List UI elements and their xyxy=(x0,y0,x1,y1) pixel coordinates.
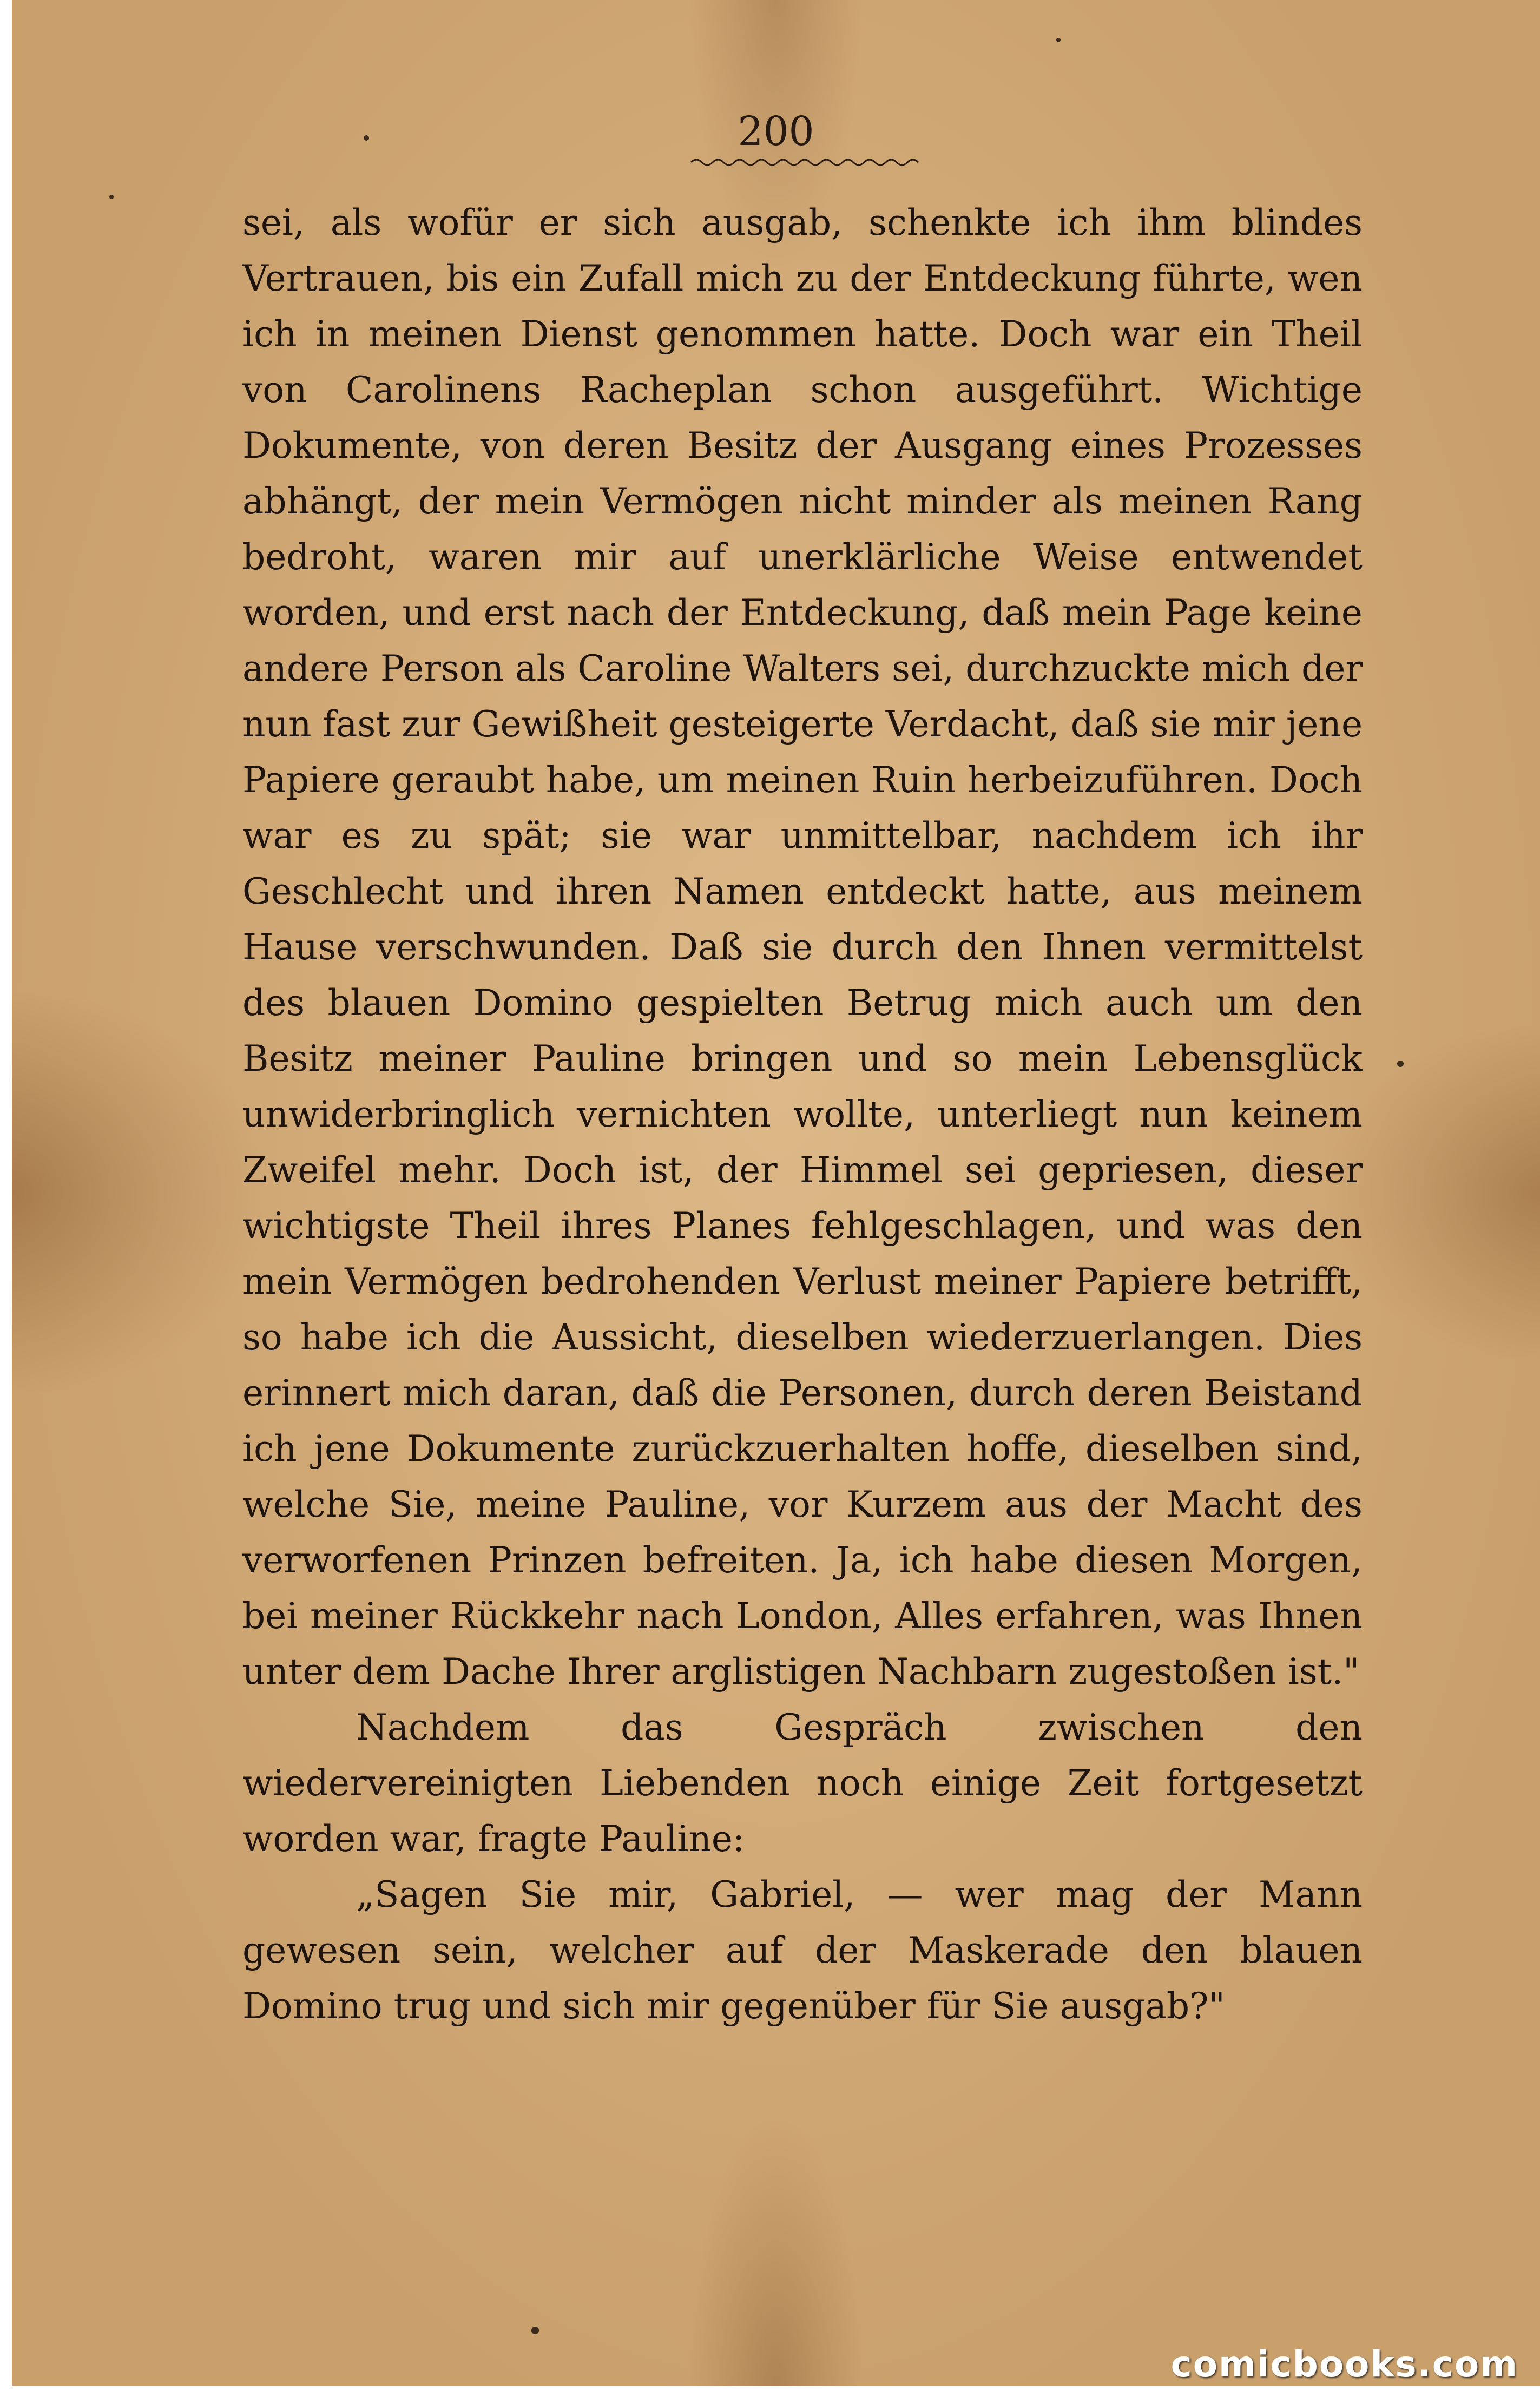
page-number: 200 xyxy=(738,108,814,155)
watermark: comicbooks.com xyxy=(1170,2343,1518,2385)
header-ornament xyxy=(688,156,921,169)
body-text xyxy=(242,195,1363,2034)
paper-speck xyxy=(1397,1061,1404,1067)
paper-speck xyxy=(531,2327,539,2334)
paragraph: sei, als wofür er sich ausgab, schenkte ich ihm blindes Vertrauen, bis ein Zufall mich zu der Entdeckung führte, wen ich in meinen Dienst genommen hatte. Doch war ein Theil von Carolinens Racheplan schon ausgeführt. Wichtige Dokumente, von deren Besitz der Ausgang eines Prozesses abhängt, der mein Vermögen nicht minder als meinen Rang bedroht, waren mir auf unerklärliche Weise entwendet worden, und erst nach der Entdeckung, daß mein Page keine andere Person als Caroline Walters sei, durchzuckte mich der nun fast zur Gewißheit gesteigerte Verdacht, daß sie mir jene Papiere geraubt habe, um meinen Ruin herbeizuführen. Doch war es zu spät; sie war unmittelbar, nachdem ich ihr Geschlecht und ihren Namen entdeckt hatte, aus meinem Hause verschwunden. Daß sie durch den Ihnen vermittelst des blauen Domino gespielten Betrug mich auch um den Besitz meiner Pauline bringen und so mein Lebensglück unwiderbringlich vernichten wollte, unterliegt nun keinem Zweifel mehr. Doch ist, der Himmel sei gepriesen, dieser wichtigste Theil ihres Planes fehlgeschlagen, und was den mein Vermögen bedrohenden Verlust meiner Papiere betrifft, so habe ich die Aussicht, dieselben wiederzuerlangen. Dies erinnert mich daran, daß die Personen, durch deren Beistand ich jene Dokumente zurückzuerhalten hoffe, dieselben sind, welche Sie, meine Pauline, vor Kurzem aus der Macht des verworfenen Prinzen befreiten. Ja, ich habe diesen Morgen, bei meiner Rückkehr nach London, Alles erfahren, was Ihnen unter dem Dache Ihrer arglistigen Nachbarn zugestoßen ist." xyxy=(242,202,1363,1693)
paragraph: „Sagen Sie mir, Gabriel, — wer mag der Mann gewesen sein, welcher auf der Maskerade den blauen Domino trug und sich mir gegenüber für Sie ausgab?" xyxy=(242,1874,1363,2027)
book-page xyxy=(12,0,1540,2386)
paragraph: Nachdem das Gespräch zwischen den wiedervereinigten Liebenden noch einige Zeit fortgesetzt worden war, fragte Pauline: xyxy=(242,1707,1363,1860)
paper-speck xyxy=(109,195,114,199)
paper-speck xyxy=(1056,38,1061,42)
